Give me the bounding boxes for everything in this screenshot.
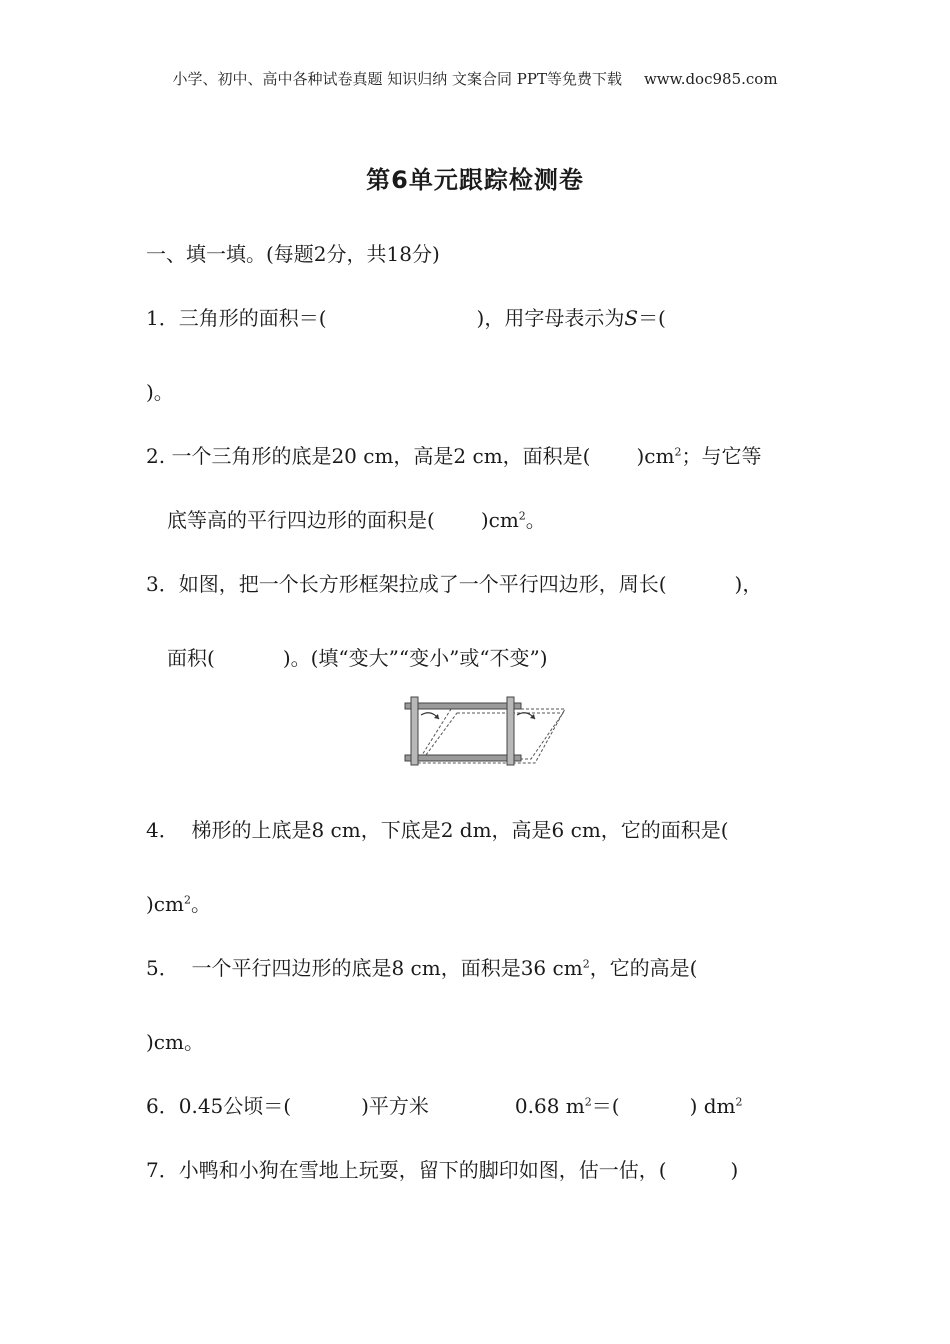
header-text: 小学、初中、高中各种试卷真题 知识归纳 文案合同 PPT等免费下载 [172, 70, 622, 88]
question-4-cont: )$cm^2$。 [146, 892, 211, 916]
frame-bottom-bar [405, 755, 521, 761]
q7-number: 7． [146, 1158, 179, 1182]
q6-number: 6． [146, 1094, 179, 1118]
q1-variable: S [624, 306, 639, 330]
q5-number: 5． [146, 956, 179, 980]
question-6: 6．0.45公顷＝( )平方米 0.68 $m^2=$( ) $dm^2$ [146, 1094, 743, 1118]
frame-right-post [507, 697, 514, 765]
q2-number: 2. [146, 444, 166, 468]
question-4: 4． 梯形的上底是8 cm，下底是2 dm，高是6 cm，它的面积是( [146, 818, 729, 842]
question-1: 1．三角形的面积＝( )，用字母表示为S＝( [146, 306, 666, 330]
section-heading: 一、填一填。(每题2分，共18分) [146, 242, 440, 266]
frame-left-post [411, 697, 418, 765]
question-2: 2. 一个三角形的底是20 cm，高是2 cm，面积是( )$cm^2$；与它等 [146, 444, 762, 468]
question-5: 5． 一个平行四边形的底是8 cm，面积是36 $cm^2$，它的高是( [146, 956, 698, 980]
question-3: 3．如图，把一个长方形框架拉成了一个平行四边形，周长( )， [146, 572, 763, 596]
frame-top-bar [405, 703, 521, 709]
question-1-cont: )。 [146, 380, 174, 404]
question-7: 7．小鸭和小狗在雪地上玩耍，留下的脚印如图，估一估，( ) [146, 1158, 739, 1182]
page-header [0, 68, 950, 89]
question-2-line2: 底等高的平行四边形的面积是( )$cm^2$。 [167, 508, 546, 532]
q4-number: 4． [146, 818, 179, 842]
question-3-line2: 面积( )。(填“变大”“变小”或“不变”) [167, 646, 548, 670]
q3-number: 3． [146, 572, 179, 596]
q1-number: 1． [146, 306, 179, 330]
question-5-cont: )cm。 [146, 1030, 204, 1054]
page-title: 第6单元跟踪检测卷 [366, 166, 584, 194]
header-site[interactable]: www.doc985.com [643, 70, 778, 88]
frame-figure [403, 693, 569, 767]
